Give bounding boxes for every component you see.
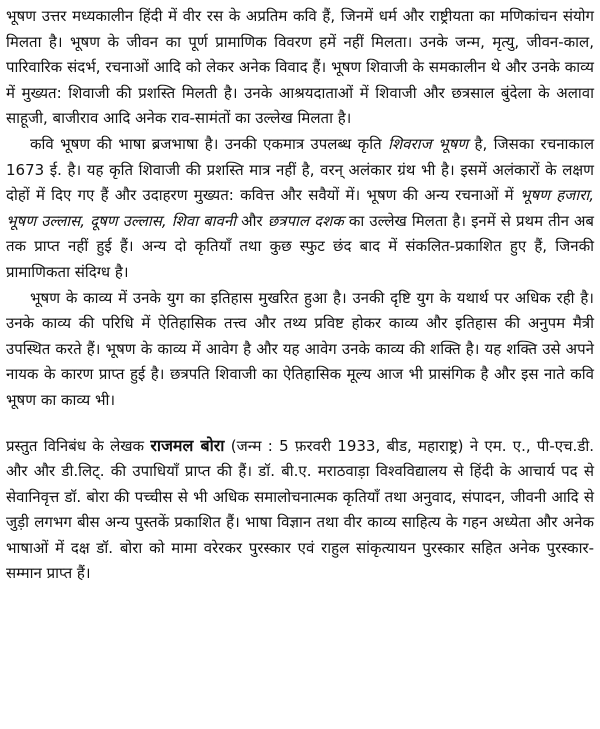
paragraph-author-bio (6, 433, 594, 588)
document-page (6, 4, 594, 587)
paragraph-text: का उल्लेख मिलता है। इनमें से प्रथम तीन अब तक प्राप्त नहीं हुई हैं। अन्य दो कृतियाँ तथा कुछ स्फुट छंद बाद में संकलित-प्रकाशित हुए हैं, जिनकी प्रामाणिकता संदिग्ध है। (6, 211, 594, 281)
paragraph-text: कवि भूषण की भाषा ब्रजभाषा है। उनकी एकमात्र उपलब्ध कृति (30, 134, 389, 153)
work-title-chhatrapal-dashak: छत्रपाल दशक (267, 211, 344, 230)
work-titles-list: भूषण हजारा, भूषण उल्लास, दूषण उल्लास, शिवा बावनी (6, 186, 594, 230)
author-name: राजमल बोरा (150, 435, 225, 455)
paragraph-text: और (236, 211, 268, 230)
work-title-shivraj-bhushan: शिवराज भूषण (388, 134, 469, 153)
paragraph-bhushan-history (6, 286, 594, 414)
paragraph-text: है, जिसका रचनाकाल 1673 ई. है। यह कृति शिवाजी की प्रशस्ति मात्र नहीं है, वरन् अलंकार ग्रंथ भी है। इसमें अलंकारों के लक्षण दोहों में दिए गए हैं और उदाहरण मुख्यत: कवित्त और सवैयों में। भूषण की अन्य रचनाओं में (6, 134, 595, 205)
paragraph-text: प्रस्तुत विनिबंध के लेखक (6, 436, 151, 455)
paragraph-bhushan-intro (6, 4, 594, 132)
paragraph-text: भूषण के काव्य में उनके युग का इतिहास मुखरित हुआ है। उनकी दृष्टि युग के यथार्थ पर अधिक रही है। उनके काव्य की परिधि में ऐतिहासिक तत्त्व और तथ्य प्रविष्ट होकर काव्य और इतिहास की अनुपम मैत्री उपस्थित करते हैं। भूषण के काव्य में आवेग है और यह आवेग उनके काव्य की शक्ति है। यह शक्ति उसे अपने नायक के कारण प्राप्त हुई है। छत्रपति शिवाजी का ऐतिहासिक मूल्य आज भी प्रासंगिक है और इस नाते कवि भूषण का काव्य भी। (6, 288, 594, 409)
paragraph-bhushan-language (6, 132, 594, 286)
paragraph-text: (जन्म : 5 फ़रवरी 1933, बीड, महाराष्ट्र) ने एम. ए., पी-एच.डी. और और डी.लिट्. की उपाधियाँ प्राप्त की हैं। डॉ. बी.ए. मराठवाड़ा विश्वविद्यालय से हिंदी के आचार्य पद से सेवानिवृत्त डॉ. बोरा की पच्चीस से भी अधिक समालोचनात्मक कृतियाँ तथा अनुवाद, संपादन, जीवनी आदि से जुड़ी लगभग बीस अन्य पुस्तकें प्रकाशित हैं। भाषा विज्ञान तथा वीर काव्य साहित्य के गहन अध्येता और अनेक भाषाओं में दक्ष डॉ. बोरा को मामा वरेरकर पुरस्कार एवं राहुल सांकृत्यायन पुरस्कार सहित अनेक पुरस्कार-सम्मान प्राप्त हैं। (6, 436, 594, 583)
paragraph-text: भूषण उत्तर मध्यकालीन हिंदी में वीर रस के अप्रतिम कवि हैं, जिनमें धर्म और राष्ट्रीयता का मणिकांचन संयोग मिलता है। भूषण के जीवन का पूर्ण प्रामाणिक विवरण हमें नहीं मिलता। उनके जन्म, मृत्यु, जीवन-काल, पारिवारिक संदर्भ, रचनाओं आदि को लेकर अनेक विवाद हैं। भूषण शिवाजी के समकालीन थे और उनके काव्य में मुख्यत: शिवाजी की प्रशस्ति मिलती है। उनके आश्रयदाताओं में शिवाजी और छत्रसाल बुंदेला के अलावा साहूजी, बाजीराव आदि अनेक राव-सामंतों का उल्लेख मिलता है। (6, 7, 594, 128)
